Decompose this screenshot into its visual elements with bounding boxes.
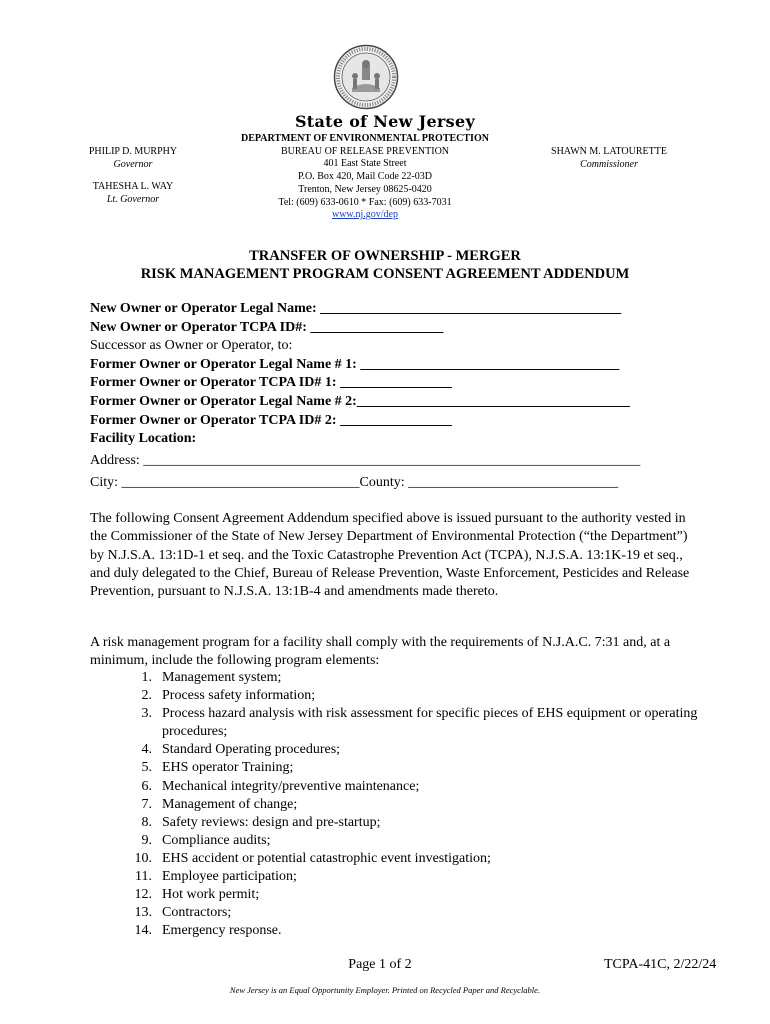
title-line-1: TRANSFER OF OWNERSHIP - MERGER [249,248,521,264]
list-item [90,886,700,904]
former-owner-name-1-field[interactable]: Former Owner or Operator Legal Name # 1: _____________________________________ [90,356,620,372]
successor-label: Successor as Owner or Operator, to: [90,338,293,354]
document-title [0,247,770,283]
state-title: State of New Jersey [294,112,476,131]
list-item-number: 12. [134,887,152,903]
title-line-2: RISK MANAGEMENT PROGRAM CONSENT AGREEMENT ADDENDUM [140,266,630,282]
list-item-number: 7. [141,796,152,812]
phone-fax: Tel: (609) 633-0610 * Fax: (609) 633-7031 [278,196,452,208]
footer-note: New Jersey is an Equal Opportunity Employer. Printed on Recycled Paper and Recyclable. [229,985,541,995]
governor-block [60,145,206,171]
lt-governor-block [60,180,206,206]
former-owner-tcpa-1-field[interactable]: Former Owner or Operator TCPA ID# 1: ________________ [90,375,453,391]
list-item-text: EHS operator Training; [162,760,294,776]
list-item [90,759,700,777]
list-item [90,850,700,868]
list-item-text: Management system; [162,670,282,685]
new-owner-name-field[interactable]: New Owner or Operator Legal Name: ___________________________________________ [90,301,622,316]
list-item-number: 6. [141,778,152,794]
list-item-text: Management of change; [162,796,298,812]
list-item-number: 4. [141,742,152,758]
list-item [90,922,700,940]
list-item-text: Process safety information; [162,688,316,704]
po-box: P.O. Box 420, Mail Code 22-03D [298,171,432,183]
list-item-number: 10. [134,850,152,866]
governor-title: Governor [113,159,153,170]
list-item [90,741,700,759]
list-item-text: Process hazard analysis with risk assessment for specific pieces of EHS equipment or operating procedures; [162,706,698,740]
new-owner-tcpa-field[interactable]: New Owner or Operator TCPA ID#: ___________________ [90,319,444,335]
list-item-number: 1. [141,670,152,685]
lt-governor-title: Lt. Governor [106,194,160,205]
list-item [90,705,700,741]
program-elements-list [90,669,700,940]
former-owner-name-2-field[interactable]: Former Owner or Operator Legal Name # 2:_______________________________________ [90,393,630,409]
bureau-name: BUREAU OF RELEASE PREVENTION [280,145,450,157]
list-item-text: Mechanical integrity/preventive maintenance; [162,778,420,794]
list-item [90,778,700,796]
list-item-number: 5. [141,760,152,776]
list-item-number: 2. [141,688,152,704]
city-county-field[interactable]: City: __________________________________County: ______________________________ [90,475,619,491]
list-item-text: Hot work permit; [162,887,260,903]
list-item [90,904,700,922]
facility-location-label: Facility Location: [90,431,197,447]
list-item-number: 11. [135,869,152,885]
former-owner-tcpa-2-field[interactable]: Former Owner or Operator TCPA ID# 2: ________________ [90,412,453,428]
commissioner-title: Commissioner [580,159,638,170]
list-item [90,868,700,886]
commissioner-name: SHAWN M. LATOURETTE [551,146,667,157]
program-intro-paragraph: A risk management program for a facility shall comply with the requirements of N.J.A.C. 7:31 and, at a minimum, include the following program elements: [90,635,671,669]
list-item [90,687,700,705]
street-address: 401 East State Street [323,158,407,170]
form-number: TCPA-41C, 2/22/24 [604,957,717,972]
list-item-text: Emergency response. [162,923,282,939]
list-item-number: 8. [141,814,152,830]
address-field[interactable]: Address: _______________________________________________________________________ [90,452,641,468]
authority-paragraph: The following Consent Agreement Addendum specified above is issued pursuant to the authority vested in the Commissioner of the State of New Jersey Department of Environmental Protection (“the Department”) by N.J.S.A. 13:1D-1 et seq. and the Toxic Catastrophe Prevention Act (TCPA), N.J.S.A. 13:1K-19 et seq., and duly delegated to the Chief, Bureau of Release Prevention, Waste Enforcement, Pesticides and Release Prevention, pursuant to N.J.S.A. 13:1B-4 and amendments made thereto. [90,511,690,600]
list-item-text: Standard Operating procedures; [162,742,341,758]
list-item-text: Safety reviews: design and pre-startup; [162,814,381,830]
department-address [200,133,530,222]
list-item-text: Contractors; [162,905,232,921]
list-item-text: EHS accident or potential catastrophic event investigation; [162,850,491,866]
list-item-number: 14. [134,923,152,939]
department-name: DEPARTMENT OF ENVIRONMENTAL PROTECTION [241,133,489,144]
lt-governor-name: TAHESHA L. WAY [92,181,174,192]
list-item-text: Employee participation; [162,869,297,885]
list-item-number: 9. [141,832,152,848]
commissioner-block [536,145,682,171]
governor-name: PHILIP D. MURPHY [88,146,178,157]
state-seal-icon [333,44,399,110]
list-item [90,832,700,850]
page-number: Page 1 of 2 [348,957,412,972]
website-link[interactable]: www.nj.gov/dep [331,209,398,221]
list-item-text: Compliance audits; [162,832,271,848]
city-state-zip: Trenton, New Jersey 08625-0420 [298,183,432,195]
list-item-number: 13. [134,905,152,921]
list-item [90,669,700,687]
list-item [90,814,700,832]
form-fields [90,300,710,493]
list-item [90,796,700,814]
list-item-number: 3. [141,706,152,722]
